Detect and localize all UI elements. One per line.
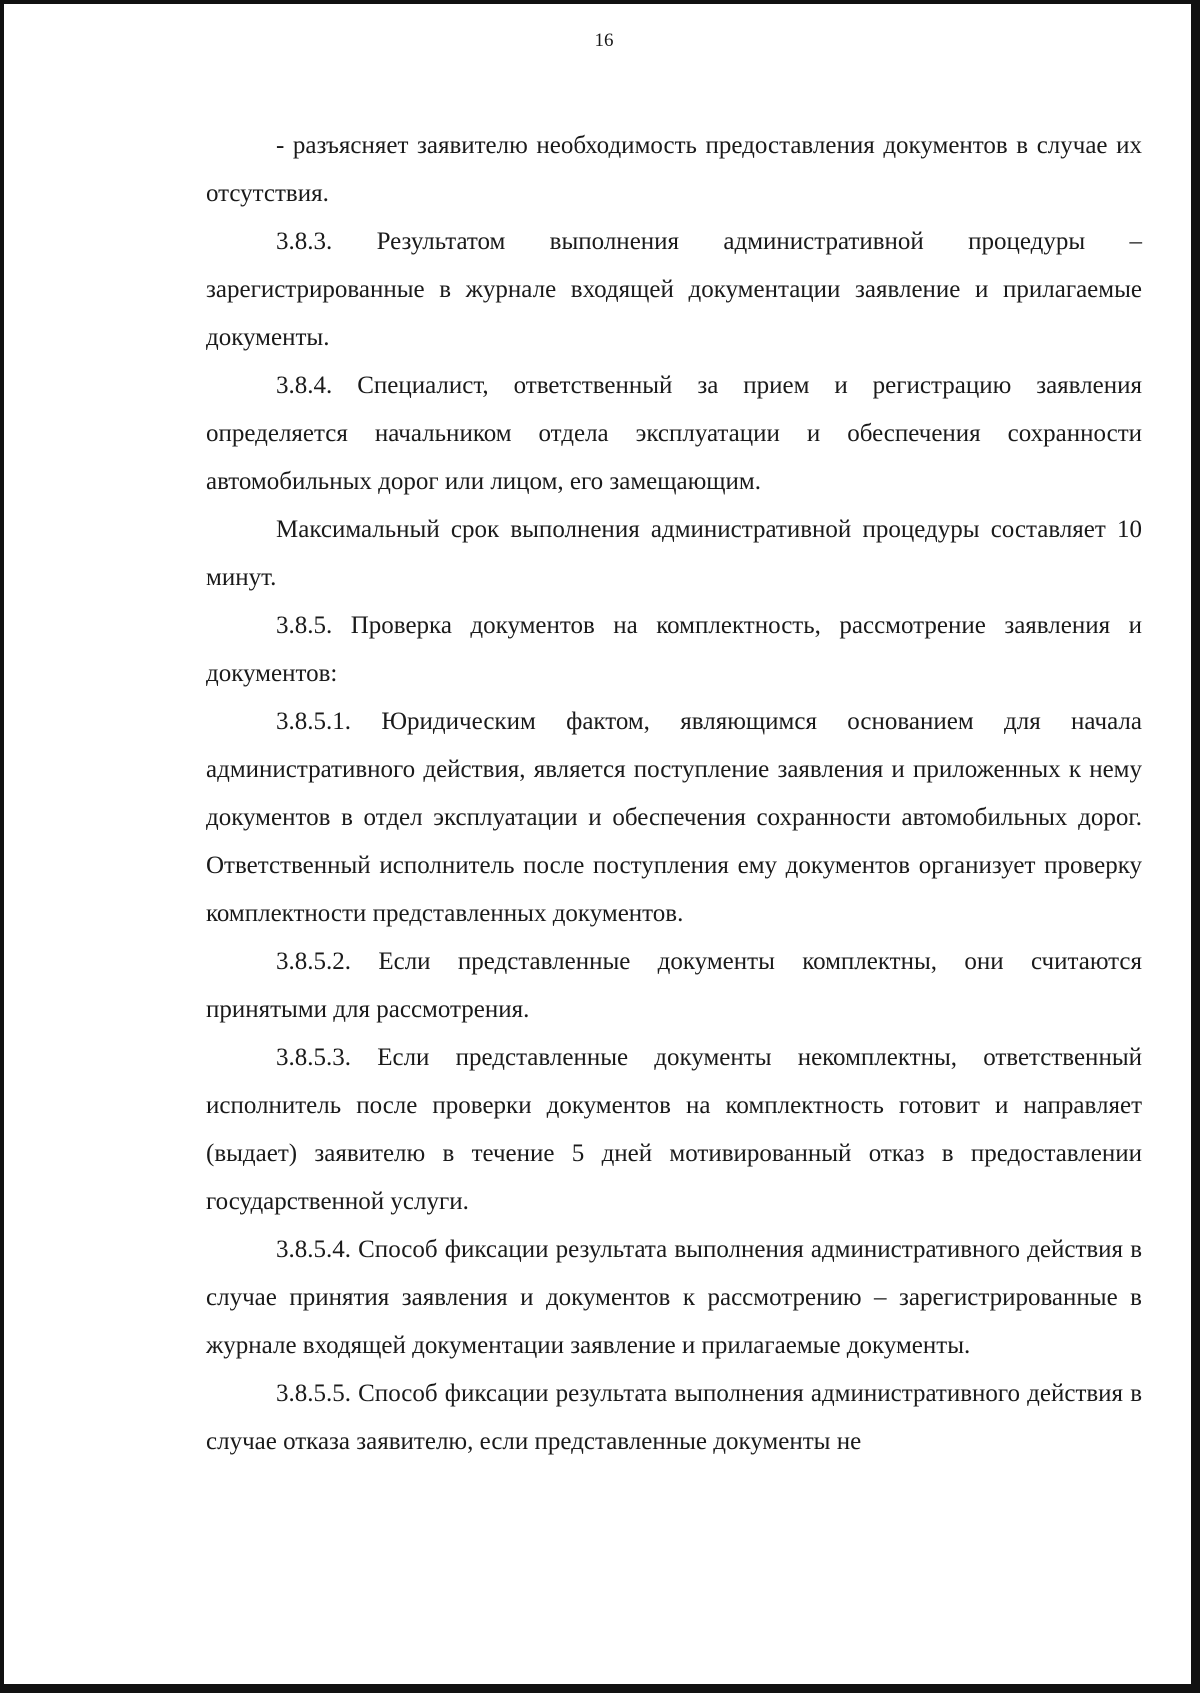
paragraph-explanation: - разъясняет заявителю необходимость предоставления документов в случае их отсутствия. — [206, 132, 1142, 207]
paragraph-3-8-5-3: 3.8.5.3. Если представленные документы некомплектны, ответственный исполнитель после проверки документов на комплектность готовит и направляет (выдает) заявителю в течение 5 дней мотивированный отказ в предоставлении государственной услуги. — [206, 1044, 1142, 1215]
paragraph-3-8-5-2: 3.8.5.2. Если представленные документы комплектны, они считаются принятыми для рассмотрения. — [206, 948, 1142, 1023]
paragraph-3-8-5: 3.8.5. Проверка документов на комплектность, рассмотрение заявления и документов: — [206, 612, 1142, 687]
paragraph-3-8-5-1: 3.8.5.1. Юридическим фактом, являющимся основанием для начала административного действия, является поступление заявления и приложенных к нему документов в отдел эксплуатации и обеспечения сохранности автомобильных дорог. Ответственный исполнитель после поступления ему документов организует проверку комплектности представленных документов. — [206, 708, 1142, 927]
paragraph-max-time: Максимальный срок выполнения административной процедуры составляет 10 минут. — [206, 516, 1142, 591]
paragraph-3-8-5-4: 3.8.5.4. Способ фиксации результата выполнения административного действия в случае принятия заявления и документов к рассмотрению – зарегистрированные в журнале входящей документации заявление и прилагаемые документы. — [206, 1236, 1142, 1359]
page-number: 16 — [594, 30, 614, 51]
document-body — [206, 122, 1142, 1466]
paragraph-3-8-3: 3.8.3. Результатом выполнения административной процедуры – зарегистрированные в журнале входящей документации заявление и прилагаемые документы. — [206, 228, 1142, 351]
paragraph-3-8-5-5: 3.8.5.5. Способ фиксации результата выполнения административного действия в случае отказа заявителю, если представленные документы не — [206, 1380, 1142, 1455]
paragraph-3-8-4: 3.8.4. Специалист, ответственный за прием и регистрацию заявления определяется начальником отдела эксплуатации и обеспечения сохранности автомобильных дорог или лицом, его замещающим. — [206, 372, 1142, 495]
